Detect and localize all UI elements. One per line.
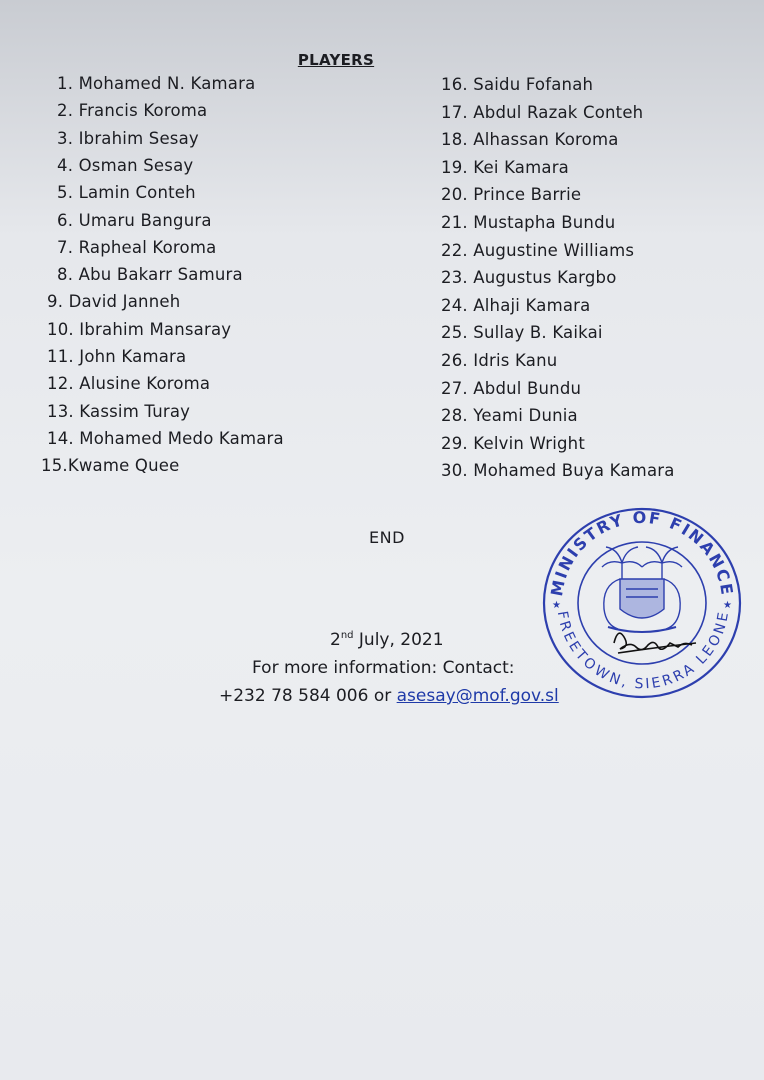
contact-details [219,686,559,706]
date-day: 2 [330,630,341,650]
player-list-item: 6. Umaru Bangura [57,210,212,230]
player-list-item: 19. Kei Kamara [441,157,569,177]
coat-of-arms-icon [602,547,682,632]
player-list-item: 1. Mohamed N. Kamara [57,74,256,93]
player-list-item: 14. Mohamed Medo Kamara [47,428,284,448]
end-marker: END [369,528,405,547]
player-list-item: 11. John Kamara [47,347,187,366]
player-list-item: 24. Alhaji Kamara [441,295,591,315]
player-list-item: 3. Ibrahim Sesay [57,128,199,148]
player-list-item: 5. Lamin Conteh [57,183,196,203]
player-list-item: 7. Rapheal Koroma [57,237,217,257]
player-list-item: 8. Abu Bakarr Samura [57,265,243,285]
player-list-item: 15.Kwame Quee [41,456,180,476]
player-list-item: 12. Alusine Koroma [47,374,211,394]
player-list-item: 20. Prince Barrie [441,185,582,205]
player-list-item: 30. Mohamed Buya Kamara [441,461,675,481]
player-list-item: 29. Kelvin Wright [441,433,586,453]
player-list-item: 2. Francis Koroma [57,101,208,121]
player-list-item: 23. Augustus Kargbo [441,268,617,288]
release-date [330,630,444,650]
date-rest: July, 2021 [353,630,444,650]
player-list-item: 25. Sullay B. Kaikai [441,323,603,343]
seal-top-text: MINISTRY OF FINANCE [546,507,737,598]
player-list-item: 21. Mustapha Bundu [441,213,616,232]
contact-info-line: For more information: Contact: [252,658,515,678]
phone-number: +232 78 584 006 or [219,686,397,706]
player-list-item: 10. Ibrahim Mansaray [47,319,232,339]
player-list-item: 13. Kassim Turay [47,401,191,421]
player-list-item: 9. David Janneh [47,292,181,312]
player-list-item: 26. Idris Kanu [441,351,558,370]
player-list-item: 28. Yeami Dunia [441,406,578,426]
svg-text:★: ★ [552,600,561,611]
svg-text:★: ★ [723,600,732,611]
player-list-item: 16. Saidu Fofanah [441,75,594,94]
seal-bottom-text: FREETOWN, SIERRA LEONE [553,609,733,693]
player-list-item: 4. Osman Sesay [57,155,194,175]
player-list-item: 17. Abdul Razak Conteh [441,102,644,122]
player-list-item: 22. Augustine Williams [441,240,635,260]
players-heading: PLAYERS [297,51,375,69]
player-list-item: 27. Abdul Bundu [441,378,582,398]
player-list-item: 18. Alhassan Koroma [441,130,619,150]
date-suffix: nd [340,630,354,641]
ministry-seal-stamp [538,503,746,703]
email-link[interactable]: asesay@mof.gov.sl [396,686,559,706]
